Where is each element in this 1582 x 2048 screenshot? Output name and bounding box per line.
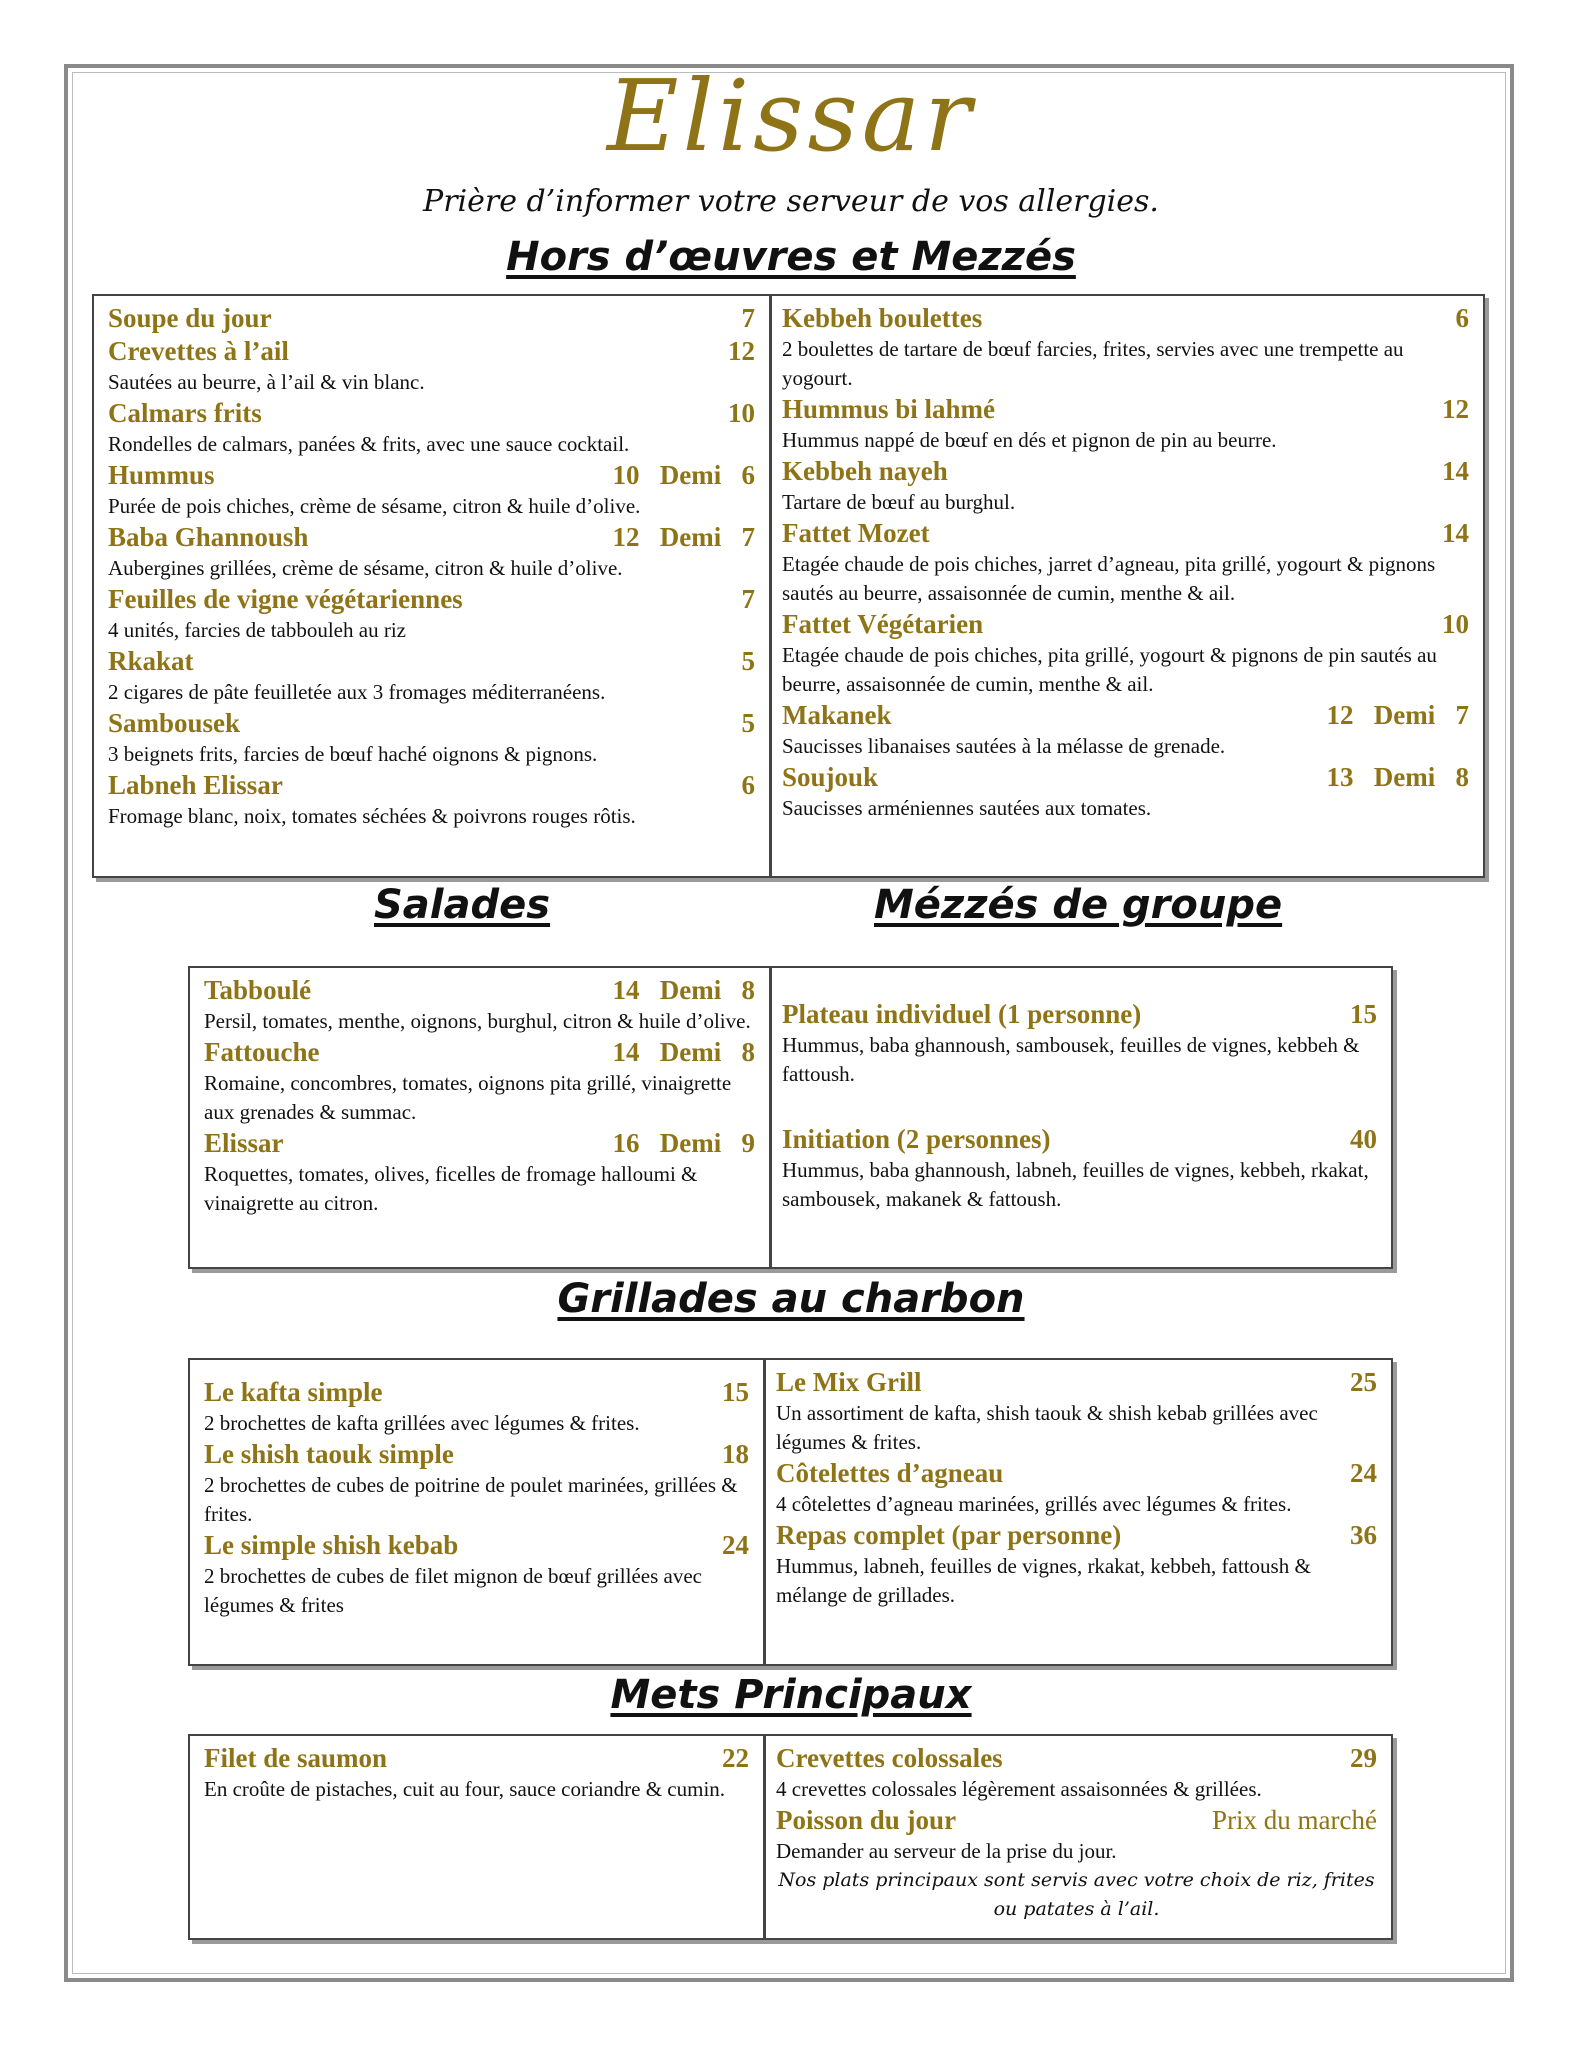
- dish-price: 5: [741, 708, 755, 738]
- dish-name: Hummus bi lahmé: [782, 394, 996, 424]
- menu-item-header: [782, 998, 1377, 1031]
- dish-price: 16 Demi 9: [612, 1128, 755, 1158]
- dish-name: Elissar: [204, 1128, 284, 1158]
- menu-item-header: [108, 707, 755, 740]
- menu-item: [776, 1742, 1377, 1804]
- dish-price: 10: [728, 398, 755, 428]
- dish-description: 2 brochettes de cubes de filet mignon de bœuf grillées avec légumes & frites: [204, 1564, 702, 1617]
- dish-price: 10 Demi 6: [612, 460, 755, 490]
- menu-item: [204, 974, 755, 1036]
- menu-item-header: [776, 1366, 1377, 1399]
- menu-item: [782, 302, 1469, 393]
- grillades-box: [188, 1358, 1393, 1666]
- dish-price: 40: [1350, 1124, 1377, 1154]
- dish-description: Aubergines grillées, crème de sésame, citron & huile d’olive.: [108, 556, 623, 580]
- dish-name: Crevettes à l’ail: [108, 336, 289, 366]
- allergy-note: Prière d’informer votre serveur de vos allergies.: [423, 184, 1159, 219]
- dish-name: Labneh Elissar: [108, 770, 283, 800]
- menu-item: [108, 521, 755, 583]
- menu-item: [108, 583, 755, 645]
- menu-item-header: [782, 393, 1469, 426]
- dish-description: 2 brochettes de kafta grillées avec légumes & frites.: [204, 1411, 640, 1435]
- dish-description: Fromage blanc, noix, tomates séchées & poivrons rouges rôtis.: [108, 804, 636, 828]
- menu-item-header: [776, 1519, 1377, 1552]
- dish-description: Un assortiment de kafta, shish taouk & shish kebab grillées avec légumes & frites.: [776, 1401, 1318, 1454]
- dish-price: 14: [1442, 518, 1469, 548]
- dish-description: Roquettes, tomates, olives, ficelles de fromage halloumi & vinaigrette au citron.: [204, 1162, 698, 1215]
- menu-item: [776, 1366, 1377, 1457]
- dish-description: Demander au serveur de la prise du jour.: [776, 1839, 1117, 1863]
- dish-price: 7: [741, 303, 755, 333]
- dish-price: 15: [1350, 999, 1377, 1029]
- menu-item-header: [108, 335, 755, 368]
- dish-price: 24: [1350, 1458, 1377, 1488]
- dish-price: 14 Demi 8: [612, 1037, 755, 1067]
- dish-description: 3 beignets frits, farcies de bœuf haché oignons & pignons.: [108, 742, 598, 766]
- menu-item-header: [782, 302, 1469, 335]
- main-course-note: Nos plats principaux sont servis avec votre choix de riz, frites ou patates à l’ail.: [778, 1869, 1375, 1920]
- dish-name: Fattouche: [204, 1037, 320, 1067]
- menu-item-header: [108, 645, 755, 678]
- dish-name: Le simple shish kebab: [204, 1530, 459, 1560]
- dish-price: Prix du marché: [1212, 1805, 1377, 1835]
- dish-price: 24: [722, 1530, 749, 1560]
- menu-item: [776, 1457, 1377, 1519]
- hors-doeuvres-left-column: [94, 296, 772, 876]
- dish-description: Etagée chaude de pois chiches, jarret d’agneau, pita grillé, yogourt & pignons sautés au beurre, assaisonnée de cumin, menthe & ail.: [782, 552, 1436, 605]
- mets-right-items: [776, 1742, 1377, 1866]
- menu-item-header: [782, 761, 1469, 794]
- menu-item: [782, 455, 1469, 517]
- menu-item: [782, 699, 1469, 761]
- heading-mets-principaux: Mets Principaux: [610, 1672, 972, 1718]
- menu-item-header: [108, 583, 755, 616]
- menu-item-header: [204, 974, 755, 1007]
- menu-item-header: [108, 459, 755, 492]
- dish-name: Feuilles de vigne végétariennes: [108, 584, 463, 614]
- dish-description: Purée de pois chiches, crème de sésame, citron & huile d’olive.: [108, 494, 641, 518]
- dish-price: 15: [722, 1377, 749, 1407]
- menu-item: [782, 998, 1377, 1089]
- mets-left-column: [190, 1736, 766, 1938]
- dish-name: Filet de saumon: [204, 1743, 388, 1773]
- menu-item: [204, 1529, 749, 1620]
- dish-name: Rkakat: [108, 646, 194, 676]
- menu-item-header: [108, 769, 755, 802]
- menu-item-header: [776, 1804, 1377, 1837]
- menu-item-header: [204, 1438, 749, 1471]
- dish-name: Soupe du jour: [108, 303, 272, 333]
- dish-description: 2 cigares de pâte feuilletée aux 3 fromages méditerranéens.: [108, 680, 606, 704]
- dish-name: Le Mix Grill: [776, 1367, 922, 1397]
- dish-description: Romaine, concombres, tomates, oignons pita grillé, vinaigrette aux grenades & summac.: [204, 1071, 732, 1124]
- dish-price: 22: [722, 1743, 749, 1773]
- dish-description: 2 brochettes de cubes de poitrine de poulet marinées, grillées & frites.: [204, 1473, 738, 1526]
- dish-price: 12: [728, 336, 755, 366]
- heading-salades: Salades: [374, 882, 551, 928]
- dish-description: Hummus, labneh, feuilles de vignes, rkakat, kebbeh, fattoush & mélange de grillades.: [776, 1554, 1311, 1607]
- dish-price: 13 Demi 8: [1326, 762, 1469, 792]
- menu-item: [108, 459, 755, 521]
- dish-description: Tartare de bœuf au burghul.: [782, 490, 1016, 514]
- dish-description: En croûte de pistaches, cuit au four, sauce coriandre & cumin.: [204, 1777, 726, 1801]
- dish-description: Saucisses arméniennes sautées aux tomates.: [782, 796, 1152, 820]
- dish-description: Hummus nappé de bœuf en dés et pignon de pin au beurre.: [782, 428, 1277, 452]
- dish-price: 6: [1455, 303, 1469, 333]
- dish-name: Soujouk: [782, 762, 879, 792]
- menu-item: [108, 707, 755, 769]
- dish-name: Kebbeh boulettes: [782, 303, 983, 333]
- dish-name: Repas complet (par personne): [776, 1520, 1122, 1550]
- dish-name: Initiation (2 personnes): [782, 1124, 1051, 1154]
- dish-name: Plateau individuel (1 personne): [782, 999, 1142, 1029]
- dish-description: 4 crevettes colossales légèrement assaisonnées & grillées.: [776, 1777, 1262, 1801]
- dish-price: 36: [1350, 1520, 1377, 1550]
- menu-item: [776, 1519, 1377, 1610]
- dish-description: Persil, tomates, menthe, oignons, burghul, citron & huile d’olive.: [204, 1009, 751, 1033]
- heading-hors-doeuvres: Hors d’œuvres et Mezzés: [506, 234, 1076, 280]
- menu-item-header: [204, 1529, 749, 1562]
- menu-item: [108, 302, 755, 335]
- dish-description: 4 côtelettes d’agneau marinées, grillés avec légumes & frites.: [776, 1492, 1292, 1516]
- dish-name: Makanek: [782, 700, 892, 730]
- mets-right-column: [762, 1736, 1391, 1938]
- heading-mezzes-groupe: Mézzés de groupe: [874, 882, 1283, 928]
- menu-item-header: [782, 608, 1469, 641]
- dish-description: 4 unités, farcies de tabbouleh au riz: [108, 618, 406, 642]
- grillades-right-column: [762, 1360, 1391, 1664]
- hors-doeuvres-right-column: [768, 296, 1483, 876]
- menu-item: [782, 517, 1469, 608]
- menu-item: [204, 1036, 755, 1127]
- menu-item: [204, 1742, 749, 1804]
- restaurant-name: Elissar: [606, 60, 976, 174]
- menu-item-header: [108, 521, 755, 554]
- dish-description: Hummus, baba ghannoush, labneh, feuilles de vignes, kebbeh, rkakat, sambousek, makanek & fattoush.: [782, 1158, 1369, 1211]
- mezzes-groupe-column: [768, 968, 1391, 1267]
- menu-item: [782, 608, 1469, 699]
- dish-name: Le kafta simple: [204, 1377, 383, 1407]
- dish-name: Sambousek: [108, 708, 241, 738]
- menu-item-header: [204, 1127, 755, 1160]
- dish-name: Calmars frits: [108, 398, 262, 428]
- menu-item: [204, 1127, 755, 1218]
- dish-name: Fattet Mozet: [782, 518, 930, 548]
- menu-item: [108, 769, 755, 831]
- dish-price: 29: [1350, 1743, 1377, 1773]
- menu-item: [204, 1376, 749, 1438]
- dish-name: Tabboulé: [204, 975, 312, 1005]
- dish-price: 25: [1350, 1367, 1377, 1397]
- menu-item-header: [204, 1742, 749, 1775]
- dish-name: Kebbeh nayeh: [782, 456, 948, 486]
- menu-item: [108, 335, 755, 397]
- menu-item-header: [108, 302, 755, 335]
- mets-principaux-box: [188, 1734, 1393, 1940]
- menu-item-header: [204, 1376, 749, 1409]
- dish-name: Poisson du jour: [776, 1805, 957, 1835]
- menu-item: [204, 1438, 749, 1529]
- dish-description: 2 boulettes de tartare de bœuf farcies, frites, servies avec une trempette au yogourt.: [782, 337, 1404, 390]
- menu-item: [108, 397, 755, 459]
- menu-item-header: [204, 1036, 755, 1069]
- dish-name: Crevettes colossales: [776, 1743, 1003, 1773]
- dish-price: 18: [722, 1439, 749, 1469]
- menu-item-header: [782, 455, 1469, 488]
- menu-item: [776, 1804, 1377, 1866]
- dish-name: Le shish taouk simple: [204, 1439, 454, 1469]
- salades-mezzes-box: [188, 966, 1393, 1269]
- menu-item-header: [776, 1457, 1377, 1490]
- dish-description: Rondelles de calmars, panées & frits, avec une sauce cocktail.: [108, 432, 630, 456]
- dish-description: Sautées au beurre, à l’ail & vin blanc.: [108, 370, 425, 394]
- dish-description: Hummus, baba ghannoush, sambousek, feuilles de vignes, kebbeh & fattoush.: [782, 1033, 1360, 1086]
- dish-name: Fattet Végétarien: [782, 609, 984, 639]
- dish-price: 10: [1442, 609, 1469, 639]
- menu-item: [782, 1123, 1377, 1214]
- menu-item-header: [776, 1742, 1377, 1775]
- menu-item-header: [108, 397, 755, 430]
- menu-item-header: [782, 699, 1469, 732]
- dish-price: 14: [1442, 456, 1469, 486]
- dish-price: 6: [741, 770, 755, 800]
- salades-column: [190, 968, 772, 1267]
- menu-item-header: [782, 1123, 1377, 1156]
- menu-item: [108, 645, 755, 707]
- menu-item-header: [782, 517, 1469, 550]
- dish-price: 12 Demi 7: [1326, 700, 1469, 730]
- dish-description: Saucisses libanaises sautées à la mélasse de grenade.: [782, 734, 1226, 758]
- heading-grillades: Grillades au charbon: [557, 1276, 1025, 1322]
- dish-name: Hummus: [108, 460, 215, 490]
- dish-price: 5: [741, 646, 755, 676]
- grillades-left-column: [190, 1360, 766, 1664]
- menu-item: [782, 761, 1469, 823]
- dish-name: Baba Ghannoush: [108, 522, 309, 552]
- menu-item: [782, 393, 1469, 455]
- dish-name: Côtelettes d’agneau: [776, 1458, 1004, 1488]
- dish-price: 12 Demi 7: [612, 522, 755, 552]
- hors-doeuvres-box: [92, 294, 1485, 878]
- dish-price: 14 Demi 8: [612, 975, 755, 1005]
- dish-description: Etagée chaude de pois chiches, pita grillé, yogourt & pignons de pin sautés au beurre, assaisonnée de cumin, menthe & ail.: [782, 643, 1437, 696]
- dish-price: 7: [741, 584, 755, 614]
- dish-price: 12: [1442, 394, 1469, 424]
